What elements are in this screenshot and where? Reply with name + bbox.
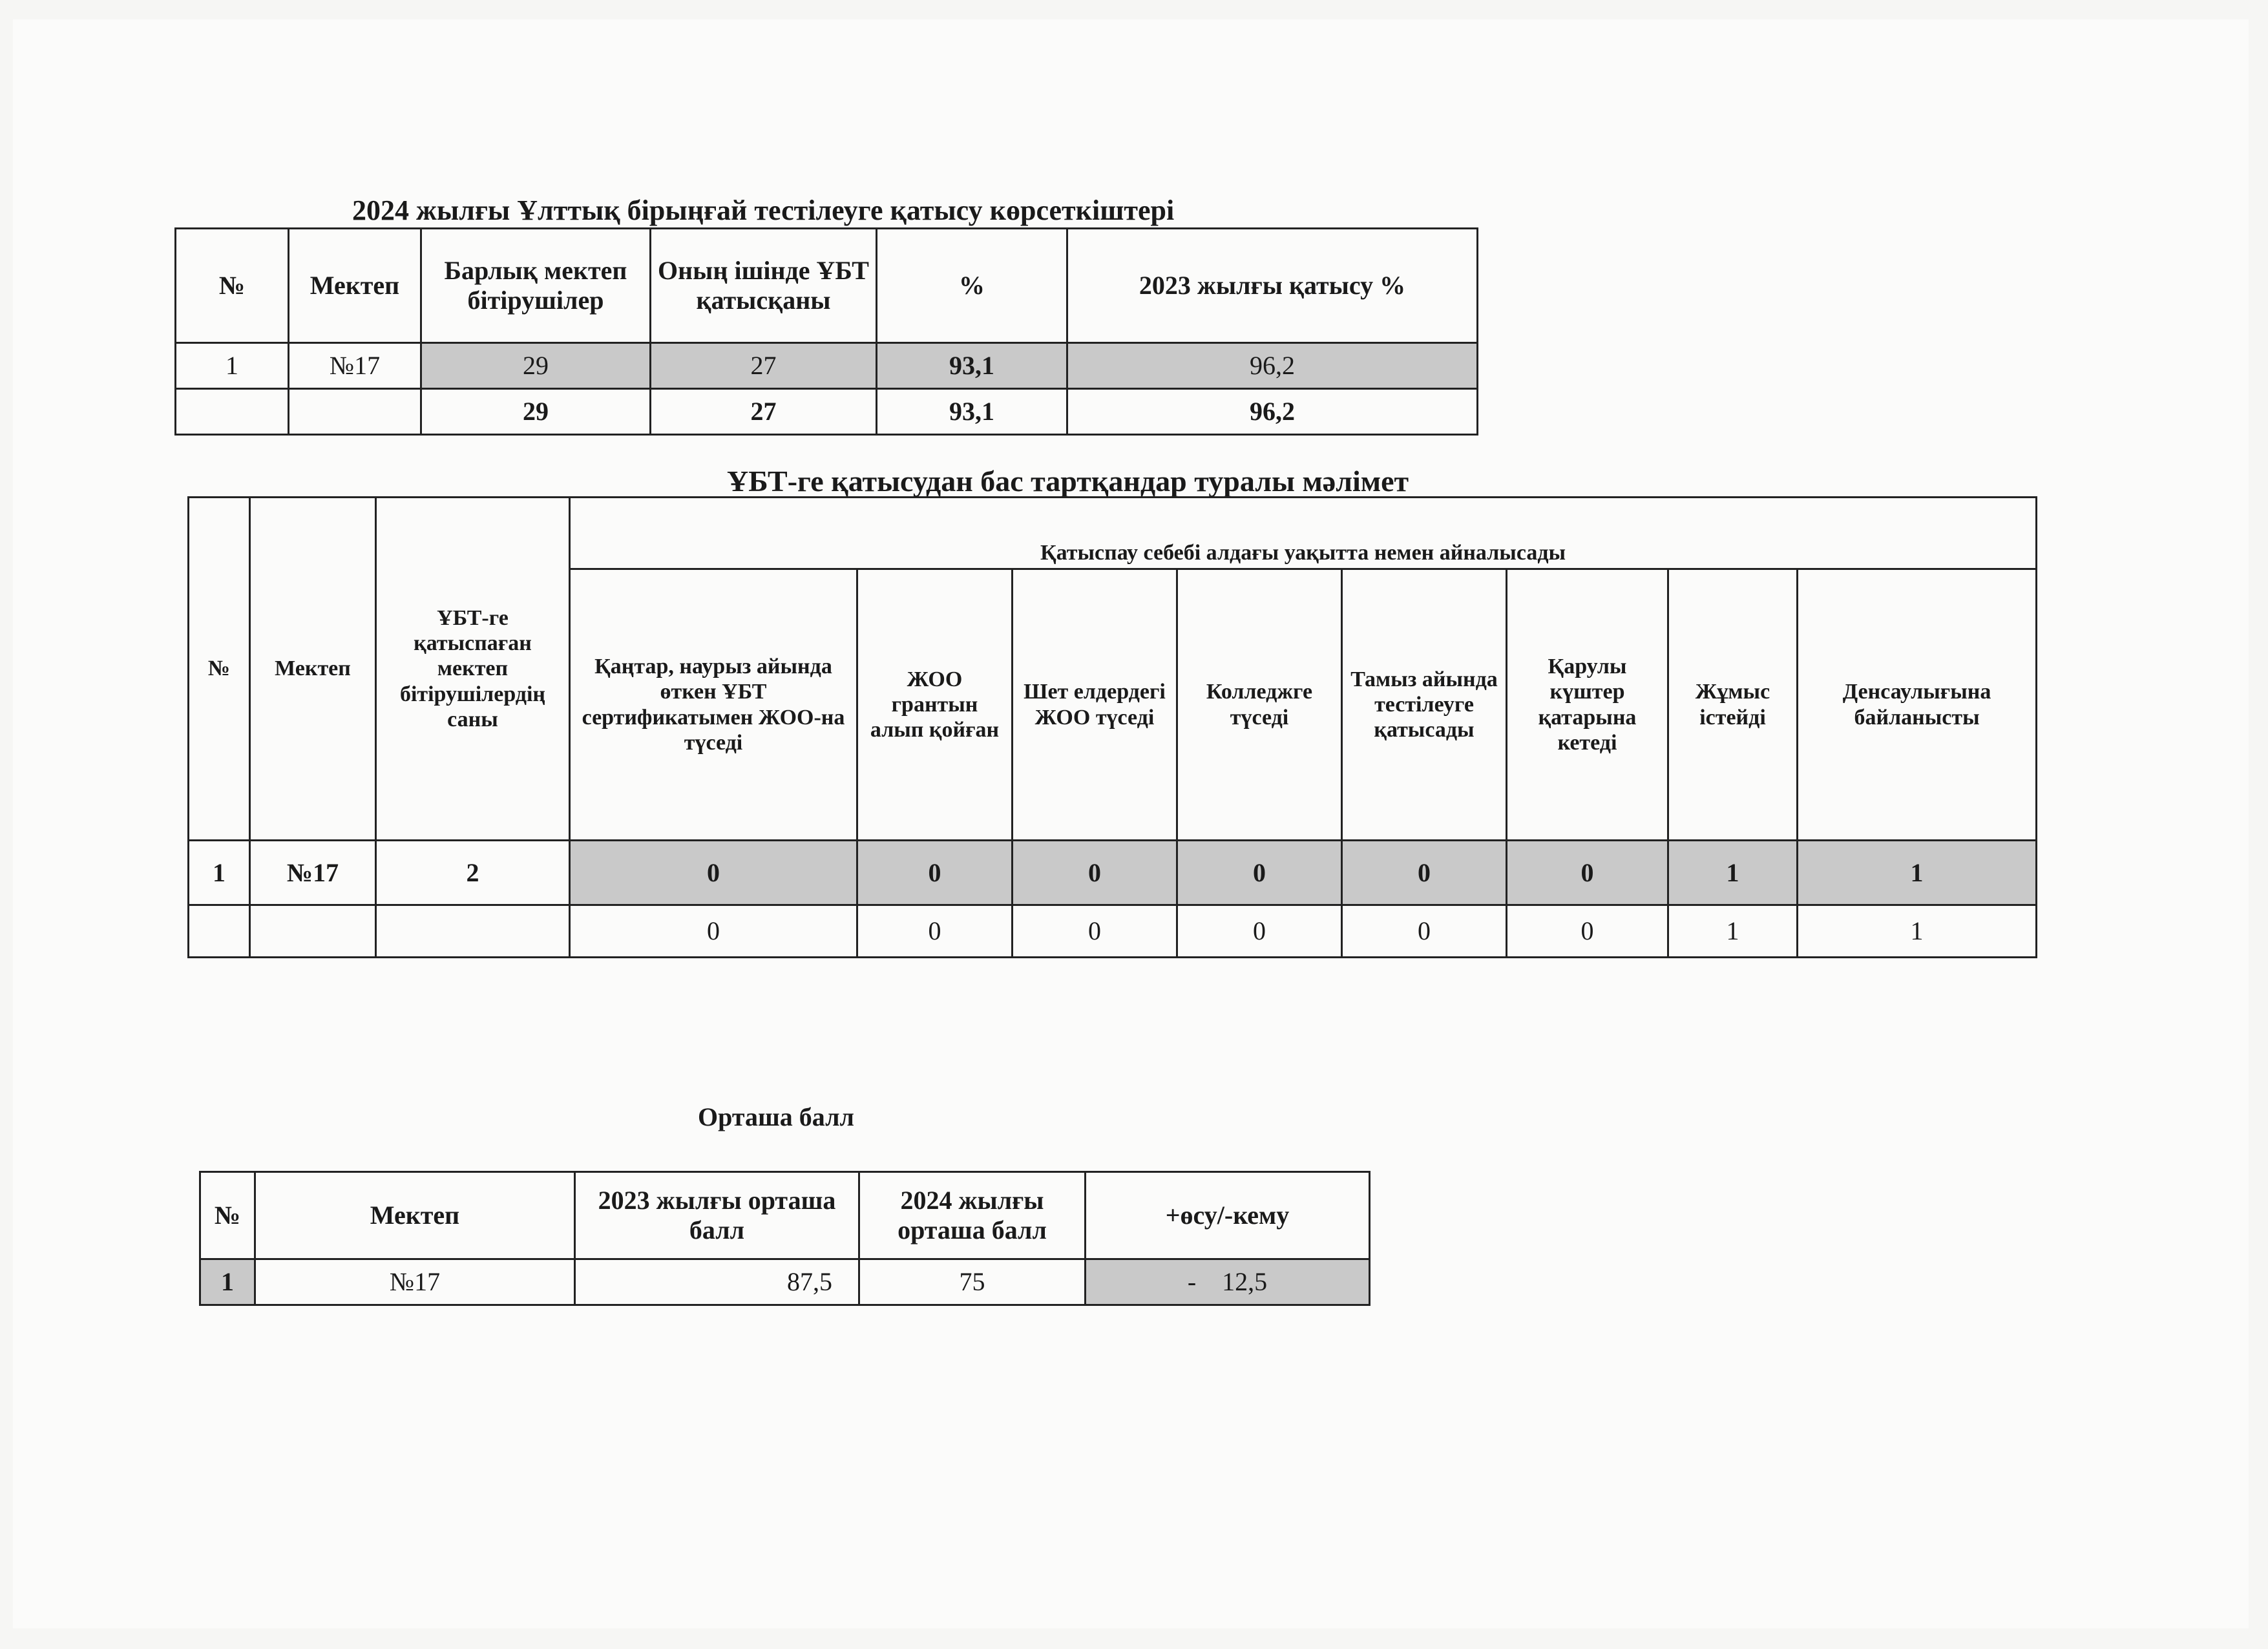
cell-change: - 12,5: [1086, 1259, 1370, 1305]
header-school: Мектеп: [250, 498, 376, 841]
header-reason-certificate: Қаңтар, наурыз айында өткен ҰБТ сертификатымен ЖОО-на түседі: [570, 569, 857, 841]
cell-reason-army: 0: [1507, 841, 1668, 905]
header-reason-august-test: Тамыз айында тестілеуге қатысады: [1342, 569, 1507, 841]
cell-empty: [250, 905, 376, 958]
cell-reason-college: 0: [1177, 905, 1342, 958]
cell-2023-percent: 96,2: [1067, 343, 1478, 389]
cell-reason-work: 1: [1668, 905, 1798, 958]
table-total-row: [176, 389, 1478, 435]
participation-table: [174, 227, 1478, 436]
cell-reason-certificate: 0: [570, 841, 857, 905]
cell-2023-percent: 96,2: [1067, 389, 1478, 435]
header-number: №: [176, 229, 289, 343]
cell-2023-average: 87,5: [575, 1259, 859, 1305]
cell-empty: [376, 905, 570, 958]
table-row: [176, 343, 1478, 389]
cell-reason-health: 1: [1798, 905, 2037, 958]
refusal-table: [187, 496, 2037, 958]
header-school: Мектеп: [289, 229, 421, 343]
cell-reason-army: 0: [1507, 905, 1668, 958]
cell-number: 1: [189, 841, 250, 905]
average-score-table: [199, 1171, 1370, 1306]
header-reason-group: Қатыспау себебі алдағы уақытта немен айналысады: [570, 498, 2037, 569]
table-total-row: [189, 905, 2037, 958]
table-row: [189, 841, 2037, 905]
header-reason-work: Жұмыс істейді: [1668, 569, 1798, 841]
cell-ent-participants: 27: [651, 343, 877, 389]
cell-school: №17: [255, 1259, 575, 1305]
header-percent: %: [877, 229, 1067, 343]
table-header-row: [176, 229, 1478, 343]
header-reason-health: Денсаулығына байланысты: [1798, 569, 2037, 841]
header-reason-college: Колледжге түседі: [1177, 569, 1342, 841]
header-school: Мектеп: [255, 1172, 575, 1259]
header-2024-average: 2024 жылғы орташа балл: [859, 1172, 1086, 1259]
header-reason-army: Қарулы күштер қатарына кетеді: [1507, 569, 1668, 841]
cell-empty: [176, 389, 289, 435]
header-number: №: [189, 498, 250, 841]
header-non-participants: ҰБТ-ге қатыспаған мектеп бітірушілердің саны: [376, 498, 570, 841]
cell-number: 1: [176, 343, 289, 389]
header-number: №: [200, 1172, 255, 1259]
cell-2024-average: 75: [859, 1259, 1086, 1305]
table2-title: ҰБТ-ге қатысудан бас тартқандар туралы мәлімет: [727, 465, 1409, 498]
cell-school: №17: [289, 343, 421, 389]
cell-reason-health: 1: [1798, 841, 2037, 905]
table-header-row: [189, 498, 2037, 569]
header-reason-abroad: Шет елдердегі ЖОО түседі: [1013, 569, 1177, 841]
cell-reason-certificate: 0: [570, 905, 857, 958]
header-total-graduates: Барлық мектеп бітірушілер: [421, 229, 651, 343]
cell-reason-grant: 0: [857, 841, 1013, 905]
cell-ent-participants: 27: [651, 389, 877, 435]
table-header-row: [200, 1172, 1370, 1259]
header-2023-average: 2023 жылғы орташа балл: [575, 1172, 859, 1259]
table1-title: 2024 жылғы Ұлттық бірыңғай тестілеуге қатысу көрсеткіштері: [352, 194, 1175, 226]
cell-total-graduates: 29: [421, 389, 651, 435]
header-reason-grant: ЖОО грантын алып қойған: [857, 569, 1013, 841]
cell-percent: 93,1: [877, 389, 1067, 435]
cell-empty: [189, 905, 250, 958]
cell-empty: [289, 389, 421, 435]
cell-percent: 93,1: [877, 343, 1067, 389]
header-change: +өсу/-кему: [1086, 1172, 1370, 1259]
cell-reason-august-test: 0: [1342, 841, 1507, 905]
table3-title: Орташа балл: [698, 1102, 854, 1131]
cell-reason-abroad: 0: [1013, 905, 1177, 958]
cell-total-graduates: 29: [421, 343, 651, 389]
header-2023-percent: 2023 жылғы қатысу %: [1067, 229, 1478, 343]
cell-reason-work: 1: [1668, 841, 1798, 905]
cell-school: №17: [250, 841, 376, 905]
cell-reason-college: 0: [1177, 841, 1342, 905]
cell-non-participants: 2: [376, 841, 570, 905]
cell-reason-abroad: 0: [1013, 841, 1177, 905]
header-ent-participants: Оның ішінде ҰБТ қатысқаны: [651, 229, 877, 343]
table-row: [200, 1259, 1370, 1305]
cell-reason-august-test: 0: [1342, 905, 1507, 958]
cell-number: 1: [200, 1259, 255, 1305]
cell-reason-grant: 0: [857, 905, 1013, 958]
